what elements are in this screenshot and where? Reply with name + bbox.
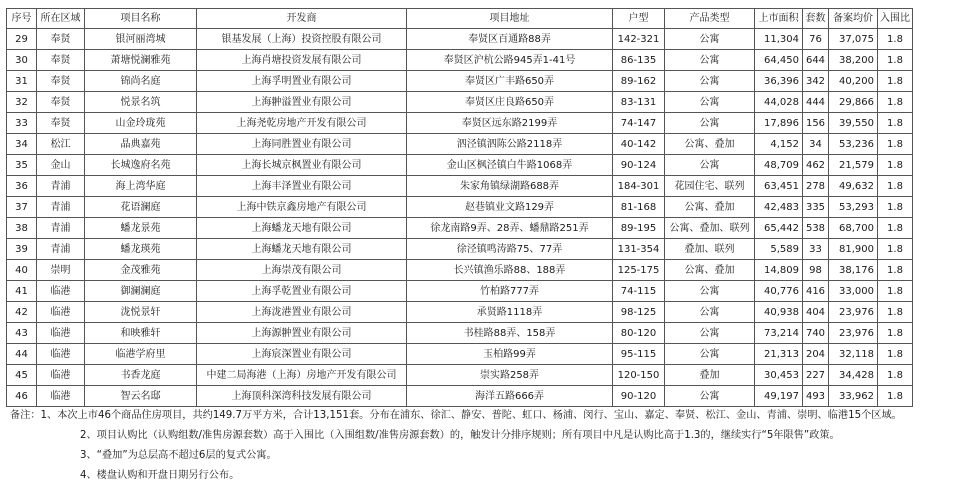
cell-col-ratio: 1.8: [878, 50, 913, 71]
cell-col-unit-size: 120-150: [613, 365, 665, 386]
cell-col-project-name: 海上湾华庭: [85, 176, 197, 197]
cell-col-project-name: 和映雅轩: [85, 323, 197, 344]
cell-col-ratio: 1.8: [878, 29, 913, 50]
table-row: [7, 197, 913, 218]
cell-col-developer: 上海崇茂有限公司: [197, 260, 407, 281]
table-row: [7, 302, 913, 323]
cell-col-address: 赵巷镇业文路129弄: [407, 197, 613, 218]
cell-col-units: 444: [803, 92, 829, 113]
cell-col-developer: 上海长城京枫置业有限公司: [197, 155, 407, 176]
cell-col-project-name: 山金玲珑苑: [85, 113, 197, 134]
cell-col-address: 徐龙南路9弄、28弄、蟠鼎路251弄: [407, 218, 613, 239]
cell-col-index: 45: [7, 365, 37, 386]
cell-col-district: 青浦: [37, 197, 85, 218]
cell-col-product-type: 公寓: [665, 29, 755, 50]
cell-col-developer: 银基发展（上海）投资控股有限公司: [197, 29, 407, 50]
cell-col-units: 33: [803, 239, 829, 260]
cell-col-product-type: 公寓: [665, 71, 755, 92]
cell-col-district: 奉贤: [37, 71, 85, 92]
cell-col-developer: 上海宸深置业有限公司: [197, 344, 407, 365]
cell-col-project-name: 临港学府里: [85, 344, 197, 365]
cell-col-district: 临港: [37, 386, 85, 407]
table-row: [7, 50, 913, 71]
cell-col-units: 416: [803, 281, 829, 302]
cell-col-project-name: 晶典嘉苑: [85, 134, 197, 155]
cell-col-product-type: 叠加: [665, 365, 755, 386]
cell-col-product-type: 公寓: [665, 386, 755, 407]
header-col-ratio: 入围比: [878, 9, 913, 29]
cell-col-ratio: 1.8: [878, 92, 913, 113]
cell-col-address: 书桂路88弄、158弄: [407, 323, 613, 344]
notes-section: [10, 406, 902, 486]
cell-col-units: 278: [803, 176, 829, 197]
cell-col-developer: 上海蟠龙天地有限公司: [197, 218, 407, 239]
cell-col-address: 长兴镇渔乐路88、188弄: [407, 260, 613, 281]
cell-col-units: 204: [803, 344, 829, 365]
note-line: 3、“叠加”为总层高不超过6层的复式公寓。: [80, 450, 277, 461]
cell-col-index: 43: [7, 323, 37, 344]
cell-col-ratio: 1.8: [878, 302, 913, 323]
table-row: [7, 365, 913, 386]
cell-col-index: 38: [7, 218, 37, 239]
cell-col-area: 21,313: [755, 344, 803, 365]
cell-col-units: 76: [803, 29, 829, 50]
table-row: [7, 113, 913, 134]
cell-col-units: 404: [803, 302, 829, 323]
cell-col-area: 65,442: [755, 218, 803, 239]
cell-col-ratio: 1.8: [878, 386, 913, 407]
cell-col-ratio: 1.8: [878, 239, 913, 260]
cell-col-project-name: 蟠龙瑛苑: [85, 239, 197, 260]
cell-col-developer: 上海同胜置业有限公司: [197, 134, 407, 155]
cell-col-project-name: 萧塘悦澜雅苑: [85, 50, 197, 71]
table-row: [7, 176, 913, 197]
cell-col-area: 40,776: [755, 281, 803, 302]
cell-col-area: 30,453: [755, 365, 803, 386]
cell-col-units: 462: [803, 155, 829, 176]
cell-col-address: 崇实路258弄: [407, 365, 613, 386]
cell-col-district: 临港: [37, 281, 85, 302]
cell-col-project-name: 银河丽湾城: [85, 29, 197, 50]
table-row: [7, 71, 913, 92]
header-col-product-type: 产品类型: [665, 9, 755, 29]
cell-col-address: 承贤路1118弄: [407, 302, 613, 323]
cell-col-avg-price: 29,866: [829, 92, 878, 113]
cell-col-unit-size: 98-125: [613, 302, 665, 323]
note-line: 备注：1、本次上市46个商品住房项目，共约149.7万平方米，合计13,151套。分布在浦东、徐汇、静安、普陀、虹口、杨浦、闵行、宝山、嘉定、奉贤、松江、金山、青浦、崇明、临港15个区域。: [10, 410, 902, 421]
cell-col-avg-price: 23,976: [829, 323, 878, 344]
cell-col-ratio: 1.8: [878, 323, 913, 344]
cell-col-area: 64,450: [755, 50, 803, 71]
cell-col-area: 44,028: [755, 92, 803, 113]
table-row: [7, 218, 913, 239]
cell-col-project-name: 花语澜庭: [85, 197, 197, 218]
cell-col-project-name: 金茂雅苑: [85, 260, 197, 281]
cell-col-avg-price: 53,236: [829, 134, 878, 155]
cell-col-avg-price: 81,900: [829, 239, 878, 260]
cell-col-address: 泗泾镇泗陈公路2118弄: [407, 134, 613, 155]
header-col-unit-size: 户型: [613, 9, 665, 29]
cell-col-units: 740: [803, 323, 829, 344]
cell-col-ratio: 1.8: [878, 344, 913, 365]
table-row: [7, 239, 913, 260]
cell-col-avg-price: 49,632: [829, 176, 878, 197]
cell-col-unit-size: 90-120: [613, 386, 665, 407]
cell-col-index: 30: [7, 50, 37, 71]
cell-col-area: 4,152: [755, 134, 803, 155]
cell-col-address: 金山区枫泾镇白牛路1068弄: [407, 155, 613, 176]
cell-col-unit-size: 83-131: [613, 92, 665, 113]
table-row: [7, 386, 913, 407]
cell-col-ratio: 1.8: [878, 260, 913, 281]
cell-col-avg-price: 38,200: [829, 50, 878, 71]
table-row: [7, 281, 913, 302]
cell-col-address: 奉贤区广丰路650弄: [407, 71, 613, 92]
table-row: [7, 29, 913, 50]
cell-col-developer: 上海尧乾房地产开发有限公司: [197, 113, 407, 134]
cell-col-units: 335: [803, 197, 829, 218]
cell-col-developer: 上海顶科深湾科技发展有限公司: [197, 386, 407, 407]
cell-col-product-type: 公寓: [665, 344, 755, 365]
cell-col-area: 36,396: [755, 71, 803, 92]
cell-col-index: 37: [7, 197, 37, 218]
header-col-units: 套数: [803, 9, 829, 29]
cell-col-ratio: 1.8: [878, 155, 913, 176]
cell-col-unit-size: 89-162: [613, 71, 665, 92]
cell-col-avg-price: 39,550: [829, 113, 878, 134]
cell-col-index: 41: [7, 281, 37, 302]
cell-col-ratio: 1.8: [878, 134, 913, 155]
table-header-row: [7, 9, 913, 29]
cell-col-product-type: 公寓: [665, 155, 755, 176]
cell-col-units: 227: [803, 365, 829, 386]
cell-col-product-type: 花园住宅、联列: [665, 176, 755, 197]
cell-col-product-type: 公寓: [665, 323, 755, 344]
note-line: 4、楼盘认购和开盘日期另行公布。: [80, 470, 240, 481]
housing-project-table: [6, 8, 913, 407]
cell-col-ratio: 1.8: [878, 365, 913, 386]
header-col-project-name: 项目名称: [85, 9, 197, 29]
cell-col-product-type: 公寓: [665, 281, 755, 302]
cell-col-developer: 上海丰泽置业有限公司: [197, 176, 407, 197]
cell-col-project-name: 御澜澜庭: [85, 281, 197, 302]
cell-col-address: 奉贤区庄良路650弄: [407, 92, 613, 113]
cell-col-ratio: 1.8: [878, 197, 913, 218]
cell-col-unit-size: 40-142: [613, 134, 665, 155]
cell-col-product-type: 公寓: [665, 302, 755, 323]
cell-col-district: 青浦: [37, 218, 85, 239]
cell-col-district: 奉贤: [37, 50, 85, 71]
cell-col-unit-size: 125-175: [613, 260, 665, 281]
note-line: 2、项目认购比（认购组数/准售房源套数）高于入围比（入围组数/准售房源套数）的，触发计分排序规则；所有项目中凡是认购比高于1.3的，继续实行“5年限售”政策。: [80, 430, 840, 441]
cell-col-district: 临港: [37, 323, 85, 344]
cell-col-project-name: 悦景名筑: [85, 92, 197, 113]
cell-col-unit-size: 131-354: [613, 239, 665, 260]
cell-col-district: 青浦: [37, 239, 85, 260]
cell-col-units: 98: [803, 260, 829, 281]
cell-col-project-name: 智云名邸: [85, 386, 197, 407]
cell-col-project-name: 锦尚名庭: [85, 71, 197, 92]
cell-col-ratio: 1.8: [878, 176, 913, 197]
cell-col-index: 35: [7, 155, 37, 176]
cell-col-product-type: 公寓、叠加、联列: [665, 218, 755, 239]
cell-col-project-name: 书香龙庭: [85, 365, 197, 386]
cell-col-units: 538: [803, 218, 829, 239]
cell-col-district: 临港: [37, 344, 85, 365]
cell-col-address: 徐泾镇鸣涛路75、77弄: [407, 239, 613, 260]
cell-col-area: 11,304: [755, 29, 803, 50]
cell-col-unit-size: 89-195: [613, 218, 665, 239]
cell-col-area: 40,938: [755, 302, 803, 323]
table-row: [7, 92, 913, 113]
cell-col-developer: 上海肖塘投资发展有限公司: [197, 50, 407, 71]
cell-col-units: 34: [803, 134, 829, 155]
cell-col-area: 48,709: [755, 155, 803, 176]
cell-col-area: 63,451: [755, 176, 803, 197]
cell-col-district: 金山: [37, 155, 85, 176]
cell-col-district: 临港: [37, 302, 85, 323]
cell-col-district: 松江: [37, 134, 85, 155]
cell-col-project-name: 泷悦景轩: [85, 302, 197, 323]
cell-col-index: 34: [7, 134, 37, 155]
cell-col-area: 14,809: [755, 260, 803, 281]
cell-col-area: 73,214: [755, 323, 803, 344]
cell-col-address: 竹柏路777弄: [407, 281, 613, 302]
cell-col-unit-size: 74-147: [613, 113, 665, 134]
cell-col-developer: 中建二局海港（上海）房地产开发有限公司: [197, 365, 407, 386]
cell-col-project-name: 长城逸府名苑: [85, 155, 197, 176]
cell-col-avg-price: 32,118: [829, 344, 878, 365]
cell-col-index: 39: [7, 239, 37, 260]
cell-col-district: 奉贤: [37, 29, 85, 50]
cell-col-product-type: 公寓: [665, 50, 755, 71]
header-col-developer: 开发商: [197, 9, 407, 29]
cell-col-developer: 上海孚明置业有限公司: [197, 71, 407, 92]
header-col-avg-price: 备案均价: [829, 9, 878, 29]
cell-col-developer: 上海翀溢置业有限公司: [197, 92, 407, 113]
cell-col-address: 海洋五路666弄: [407, 386, 613, 407]
header-col-area: 上市面积: [755, 9, 803, 29]
cell-col-units: 156: [803, 113, 829, 134]
table-body: [7, 29, 913, 407]
cell-col-units: 644: [803, 50, 829, 71]
cell-col-project-name: 蟠龙景苑: [85, 218, 197, 239]
cell-col-district: 崇明: [37, 260, 85, 281]
cell-col-index: 44: [7, 344, 37, 365]
cell-col-avg-price: 38,176: [829, 260, 878, 281]
cell-col-avg-price: 37,075: [829, 29, 878, 50]
header-col-address: 项目地址: [407, 9, 613, 29]
cell-col-ratio: 1.8: [878, 218, 913, 239]
cell-col-index: 40: [7, 260, 37, 281]
cell-col-developer: 上海孚乾置业有限公司: [197, 281, 407, 302]
cell-col-unit-size: 95-115: [613, 344, 665, 365]
cell-col-unit-size: 184-301: [613, 176, 665, 197]
cell-col-index: 33: [7, 113, 37, 134]
cell-col-index: 42: [7, 302, 37, 323]
table-row: [7, 260, 913, 281]
cell-col-ratio: 1.8: [878, 71, 913, 92]
cell-col-address: 奉贤区远东路2199弄: [407, 113, 613, 134]
cell-col-area: 17,896: [755, 113, 803, 134]
cell-col-developer: 上海中铁京鑫房地产有限公司: [197, 197, 407, 218]
cell-col-index: 46: [7, 386, 37, 407]
cell-col-product-type: 公寓: [665, 113, 755, 134]
header-col-district: 所在区域: [37, 9, 85, 29]
cell-col-avg-price: 53,293: [829, 197, 878, 218]
cell-col-index: 31: [7, 71, 37, 92]
cell-col-unit-size: 81-168: [613, 197, 665, 218]
cell-col-product-type: 公寓、叠加: [665, 197, 755, 218]
cell-col-district: 奉贤: [37, 113, 85, 134]
header-col-index: 序号: [7, 9, 37, 29]
table-row: [7, 344, 913, 365]
cell-col-avg-price: 33,000: [829, 281, 878, 302]
cell-col-product-type: 叠加、联列: [665, 239, 755, 260]
table-row: [7, 323, 913, 344]
cell-col-unit-size: 90-124: [613, 155, 665, 176]
cell-col-unit-size: 142-321: [613, 29, 665, 50]
cell-col-address: 玉柏路99弄: [407, 344, 613, 365]
cell-col-address: 奉贤区百通路88弄: [407, 29, 613, 50]
cell-col-ratio: 1.8: [878, 113, 913, 134]
cell-col-index: 32: [7, 92, 37, 113]
cell-col-district: 奉贤: [37, 92, 85, 113]
cell-col-avg-price: 23,976: [829, 302, 878, 323]
cell-col-unit-size: 74-115: [613, 281, 665, 302]
cell-col-area: 42,483: [755, 197, 803, 218]
cell-col-address: 奉贤区沪杭公路945弄1-41号: [407, 50, 613, 71]
cell-col-area: 5,589: [755, 239, 803, 260]
cell-col-ratio: 1.8: [878, 281, 913, 302]
cell-col-units: 493: [803, 386, 829, 407]
table-row: [7, 134, 913, 155]
cell-col-unit-size: 80-120: [613, 323, 665, 344]
cell-col-avg-price: 40,200: [829, 71, 878, 92]
cell-col-district: 临港: [37, 365, 85, 386]
cell-col-product-type: 公寓、叠加: [665, 260, 755, 281]
cell-col-developer: 上海蟠龙天地有限公司: [197, 239, 407, 260]
cell-col-address: 朱家角镇绿湖路688弄: [407, 176, 613, 197]
cell-col-index: 36: [7, 176, 37, 197]
cell-col-developer: 上海泷港置业有限公司: [197, 302, 407, 323]
cell-col-district: 青浦: [37, 176, 85, 197]
cell-col-unit-size: 86-135: [613, 50, 665, 71]
cell-col-index: 29: [7, 29, 37, 50]
cell-col-area: 49,197: [755, 386, 803, 407]
cell-col-units: 342: [803, 71, 829, 92]
cell-col-developer: 上海源翀置业有限公司: [197, 323, 407, 344]
cell-col-avg-price: 68,700: [829, 218, 878, 239]
cell-col-product-type: 公寓: [665, 92, 755, 113]
table-row: [7, 155, 913, 176]
cell-col-avg-price: 34,428: [829, 365, 878, 386]
cell-col-avg-price: 21,579: [829, 155, 878, 176]
cell-col-product-type: 公寓、叠加: [665, 134, 755, 155]
cell-col-avg-price: 33,962: [829, 386, 878, 407]
